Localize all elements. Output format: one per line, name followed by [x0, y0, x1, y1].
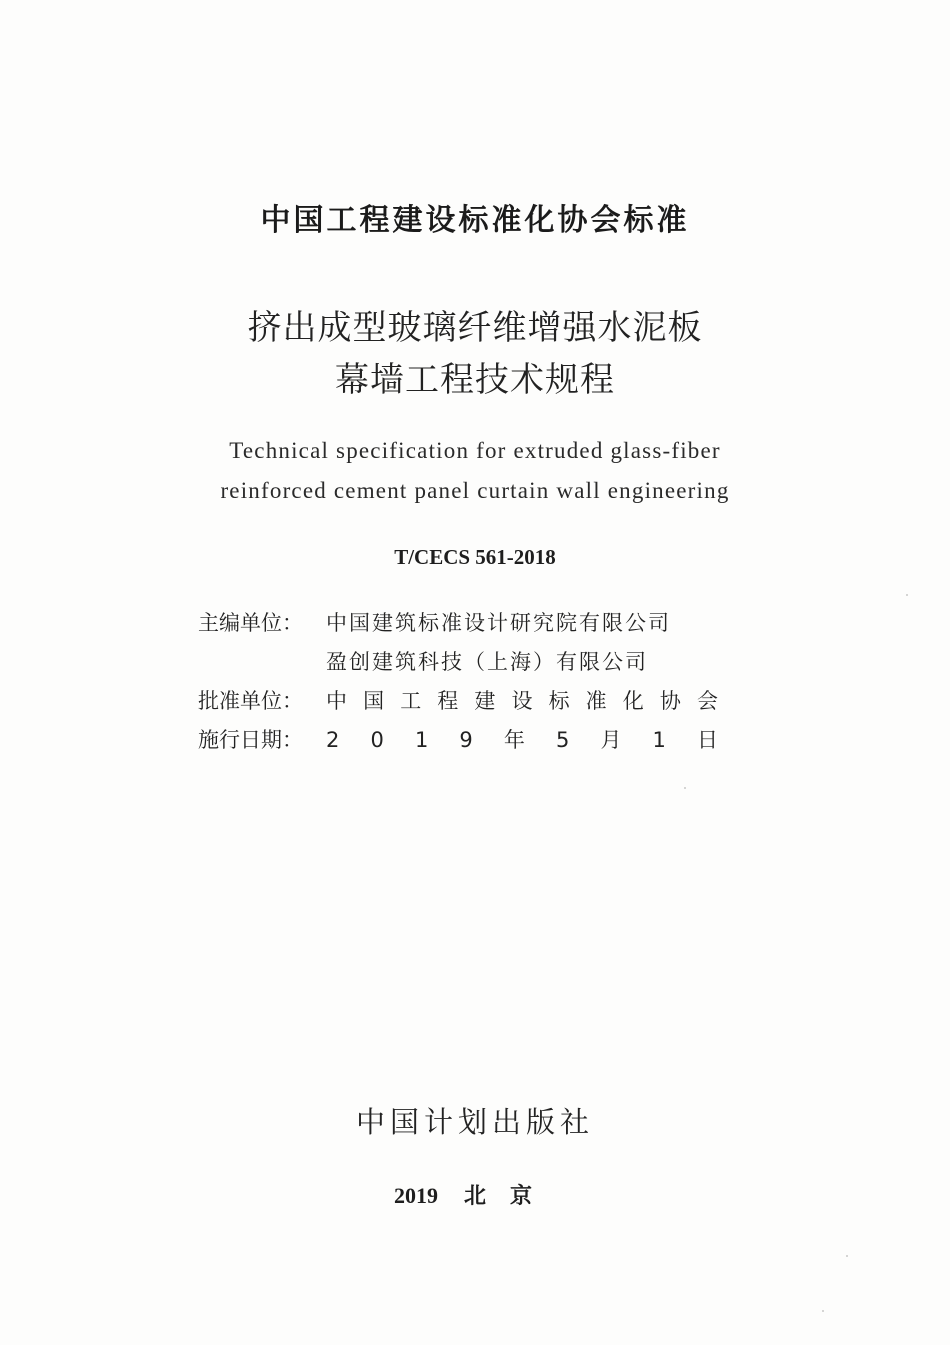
- editor-row-2: [198, 643, 758, 682]
- editor-row: [198, 604, 758, 643]
- editor-line-1: 中国建筑标准设计研究院有限公司: [326, 611, 671, 635]
- info-block: [198, 604, 758, 760]
- editor-line-2: 盈创建筑科技（上海）有限公司: [326, 650, 648, 674]
- scan-speck: [822, 1310, 824, 1312]
- standard-code: T/CECS 561-2018: [394, 545, 556, 569]
- title-chinese-line-1: 挤出成型玻璃纤维增强水泥板: [247, 308, 703, 348]
- title-chinese-line-2: 幕墙工程技术规程: [335, 360, 615, 400]
- association-name: 中国工程建设标准化协会标准: [260, 203, 690, 238]
- date-row: [198, 721, 758, 760]
- approver-value: 中 国 工 程 建 设 标 准 化 协 会: [326, 689, 718, 713]
- title-english-line-2: reinforced cement panel curtain wall engineering: [220, 478, 730, 503]
- scan-speck: [906, 594, 908, 596]
- publication-place: [0, 1178, 950, 1215]
- date-label: 施行日期：: [198, 728, 303, 752]
- editor-label: 主编单位：: [198, 611, 303, 635]
- approver-row: [198, 682, 758, 721]
- approver-label: 批准单位：: [198, 689, 303, 713]
- publication-year: 2019: [393, 1183, 438, 1208]
- scan-speck: [846, 1255, 848, 1257]
- publication-city: 北京: [463, 1184, 556, 1209]
- title-english-line-1: Technical specification for extruded glass-fiber: [229, 438, 721, 463]
- publisher-name: 中国计划出版社: [355, 1105, 594, 1139]
- date-value: 2 0 1 9 年 5 月 1 日: [326, 728, 718, 752]
- scan-speck: [684, 787, 686, 789]
